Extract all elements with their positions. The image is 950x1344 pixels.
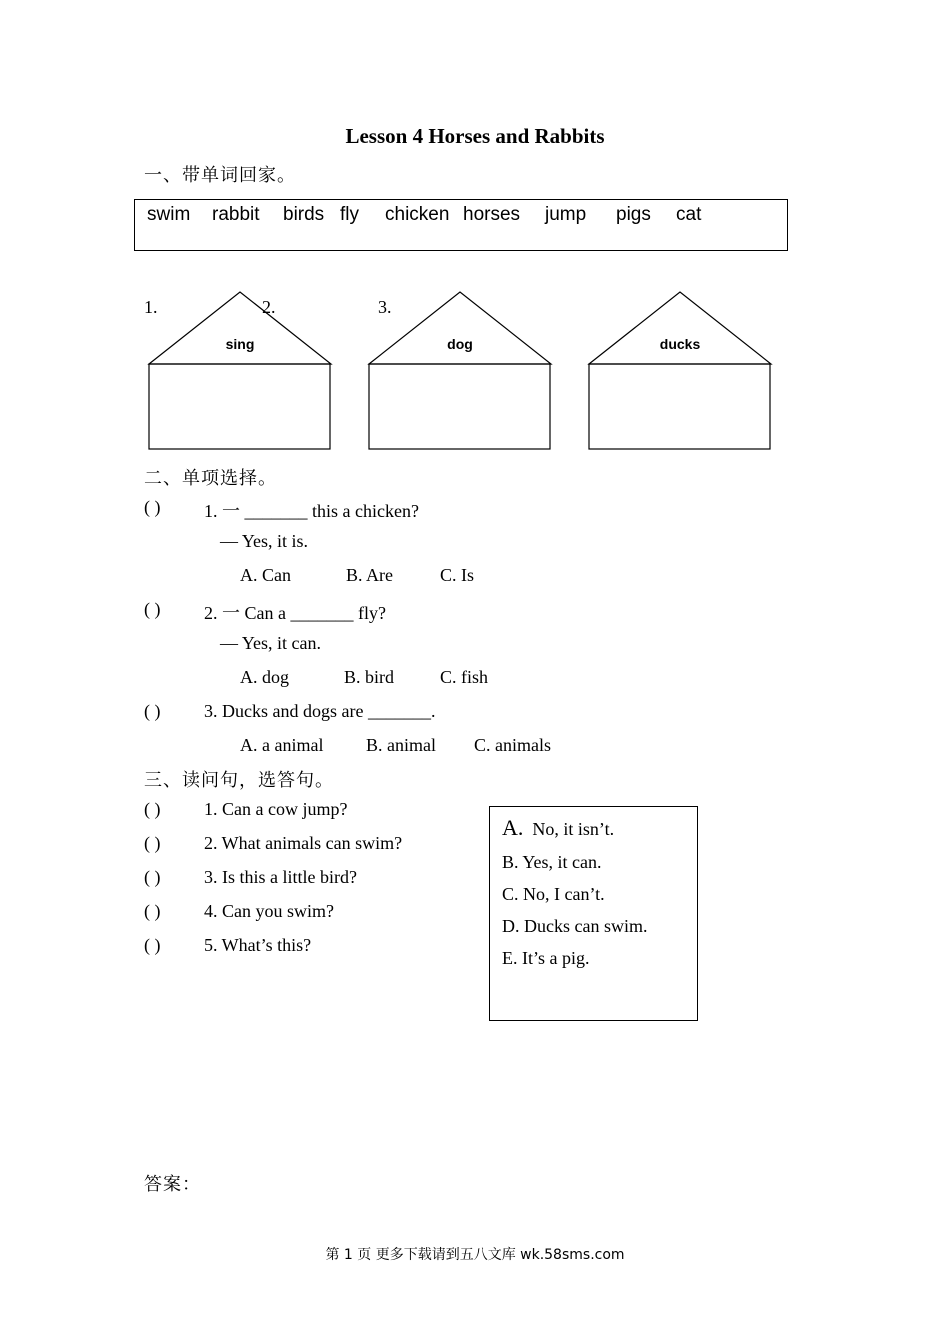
- house-outline: [148, 291, 332, 451]
- house-label: ducks: [659, 336, 701, 352]
- answer-choice-a-text: No, it isn’t.: [532, 819, 615, 839]
- question-3: 3. Ducks and dogs are _______.: [204, 701, 436, 721]
- match-question-3: 3. Is this a little bird?: [204, 867, 357, 887]
- answer-paren: ( ): [144, 599, 161, 619]
- answer-choices-box: [489, 806, 698, 1021]
- option-b: B. bird: [344, 667, 395, 687]
- house-label: sing: [225, 336, 255, 352]
- answer-paren: ( ): [144, 935, 161, 955]
- word-bank-item: horses: [463, 204, 521, 225]
- word-bank-item: chicken: [385, 204, 450, 225]
- answer-choice-a-letter: A.: [502, 815, 524, 840]
- house-number-2: 2.: [262, 297, 276, 317]
- question-2: 2. 一 Can a _______ fly?: [204, 603, 386, 623]
- section-3-heading: 三、读问句，选答句。: [144, 770, 334, 791]
- house-number-1: 1.: [144, 297, 158, 317]
- answer-paren: ( ): [144, 701, 161, 721]
- word-bank-item: fly: [340, 204, 359, 225]
- word-bank: [134, 199, 788, 251]
- answer-paren: ( ): [144, 867, 161, 887]
- word-bank-item: jump: [545, 204, 587, 225]
- option-a: A. Can: [240, 565, 291, 585]
- answer-paren: ( ): [144, 833, 161, 853]
- match-question-5: 5. What’s this?: [204, 935, 312, 955]
- answer-heading: 答案：: [144, 1174, 201, 1195]
- house-outline: [368, 291, 552, 451]
- match-question-4: 4. Can you swim?: [204, 901, 334, 921]
- house-number-3: 3.: [378, 297, 392, 317]
- answer-choice-b: B. Yes, it can.: [502, 852, 602, 872]
- match-question-2: 2. What animals can swim?: [204, 833, 403, 853]
- match-question-1: 1. Can a cow jump?: [204, 799, 348, 819]
- house-dog: [368, 291, 552, 451]
- house-sing: [148, 291, 332, 451]
- answer-paren: ( ): [144, 901, 161, 921]
- answer-paren: ( ): [144, 799, 161, 819]
- question-1: 1. 一 _______ this a chicken?: [204, 501, 419, 521]
- option-b: B. animal: [366, 735, 436, 755]
- answer-choice-a: [502, 815, 614, 841]
- option-c: C. fish: [440, 667, 489, 687]
- word-bank-item: birds: [283, 204, 325, 225]
- answer-choice-d: D. Ducks can swim.: [502, 916, 648, 936]
- option-a: A. dog: [240, 667, 289, 687]
- house-ducks: [588, 291, 772, 451]
- house-outline: [588, 291, 772, 451]
- option-c: C. Is: [440, 565, 475, 585]
- option-b: B. Are: [346, 565, 393, 585]
- answer-paren: ( ): [144, 497, 161, 517]
- word-bank-item: cat: [676, 204, 702, 225]
- page-footer: 第 1 页 更多下载请到五八文库 wk.58sms.com: [325, 1247, 625, 1263]
- word-bank-item: rabbit: [212, 204, 260, 225]
- answer-choice-c: C. No, I can’t.: [502, 884, 605, 904]
- option-c: C. animals: [474, 735, 551, 755]
- option-a: A. a animal: [240, 735, 324, 755]
- house-label: dog: [447, 336, 473, 352]
- page-title: Lesson 4 Horses and Rabbits: [345, 124, 605, 148]
- word-bank-item: swim: [147, 204, 191, 225]
- section-1-heading: 一、带单词回家。: [144, 165, 296, 186]
- section-2-heading: 二、单项选择。: [144, 468, 277, 489]
- word-bank-item: pigs: [616, 204, 651, 225]
- question-1-answer: — Yes, it is.: [220, 531, 309, 551]
- answer-choice-e: E. It’s a pig.: [502, 948, 590, 968]
- question-2-answer: — Yes, it can.: [220, 633, 322, 653]
